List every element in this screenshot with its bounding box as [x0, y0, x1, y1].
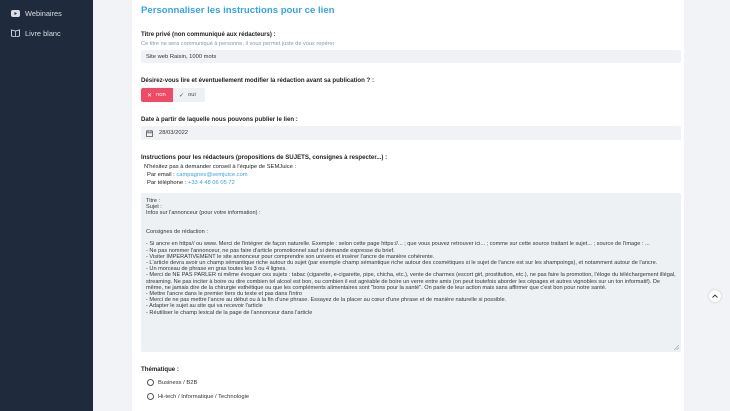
instruction-line: - Si ancre en https// ou www. Merci de l'intégrer de façon naturelle. Exemple : selon cette page https://... ; que vous pouvez retrouver ici... ; comme sur cette source traitant le sujet... ; source de l'image : ...: [146, 241, 650, 248]
private-title-value: Site web Raisin, 1000 mots: [146, 53, 217, 60]
phone-label: Par téléphone :: [147, 180, 187, 186]
instruction-line: Consignes de rédaction :: [146, 228, 208, 235]
date-label: Date à partir de laquelle nous pouvons publier le lien :: [141, 116, 298, 123]
instructions-intro: N'hésitez pas à demander conseil à l'équipe de SEMJuice :: [144, 164, 297, 170]
instruction-line: Titre :: [146, 198, 161, 204]
phone-link[interactable]: +33 4 48 06 05 72: [187, 180, 235, 186]
instruction-line: - Adapter le sujet au site qui va recevoir l'article: [146, 303, 263, 310]
email-link[interactable]: campagnes@semjuice.com: [176, 172, 248, 178]
review-label: Désirez-vous lire et éventuellement modifier la rédaction avant sa publication ? :: [141, 77, 374, 84]
instruction-line: - L'article devra avoir un champ sémantique riche autour du sujet (par exemple champ sémantique riche autour des cosmétiques si le sujet de l'ancre est sur les shampoings), et notamment autour de l'ancre.: [146, 259, 658, 266]
thematique-option-label: Hi-tech / Informatique / Technologie: [158, 393, 250, 400]
instruction-line: - Ne pas nommer l'annonceur, ne pas faire d'article promotionnel sauf si demande expresse du brief.: [146, 247, 395, 254]
review-toggle: [141, 88, 205, 102]
instruction-line: Sujet :: [146, 204, 162, 211]
sidebar-item-label: Webinaires: [25, 8, 62, 18]
review-yes-button[interactable]: [173, 88, 205, 102]
instructions-textarea[interactable]: [141, 193, 681, 352]
check-icon: ✓: [179, 92, 185, 99]
sidebar: [0, 0, 93, 411]
thematique-option-label: Business / B2B: [158, 379, 198, 386]
sidebar-item-livre-blanc[interactable]: [0, 23, 93, 43]
form-card: [132, 0, 684, 411]
main-content: [93, 0, 730, 411]
calendar-icon: [146, 130, 153, 137]
instruction-line: - Merci de ne pas mettre l'ancre au début ou à la fin d'une phrase. Essayez de la placer au cœur d'une phrase et de manière naturelle si possible.: [146, 297, 507, 304]
date-input[interactable]: [141, 126, 681, 140]
radio-button[interactable]: [147, 379, 154, 386]
radio-button[interactable]: [147, 393, 154, 400]
scroll-to-top-button[interactable]: [709, 290, 721, 302]
resize-handle-icon[interactable]: [674, 345, 679, 350]
private-title-label: Titre privé (non communiqué aux rédacteurs) :: [141, 31, 276, 38]
private-title-hint: Ce titre ne sera communiqué à personne, il vous permet juste de vous repérer: [141, 41, 335, 47]
book-icon: [11, 29, 20, 37]
thematique-label: Thématique :: [141, 366, 179, 373]
instruction-line: Infos sur l'annonceur (pour votre information) :: [146, 210, 261, 217]
instructions-label: Instructions pour les rédacteurs (propositions de SUJETS, consignes à respecter...) :: [141, 154, 388, 161]
instruction-line: - Mettre l'ancre dans le premier tiers du texte et pas dans l'intro: [146, 291, 303, 297]
youtube-icon: [11, 9, 20, 17]
thematique-option[interactable]: [147, 379, 197, 386]
review-no-label: non: [156, 92, 166, 98]
instruction-line: - Visiter IMPERATIVEMENT le site annonceur pour comprendre son univers et insérer l'ancre de manière cohérente.: [146, 253, 435, 260]
sidebar-item-webinaires[interactable]: [0, 3, 93, 23]
review-yes-label: oui: [188, 92, 196, 98]
phone-line: [147, 180, 235, 186]
page-title: Personnaliser les instructions pour ce lien: [141, 5, 335, 16]
email-label: Par email :: [147, 172, 175, 178]
date-value: 28/03/2022: [159, 130, 189, 136]
sidebar-item-label: Livre blanc: [25, 28, 61, 38]
private-title-input[interactable]: [141, 50, 681, 63]
instruction-line: - Merci de NE PAS PARLER ni même évoquer ces sujets : tabac (cigarette, e-cigarette, pipe, chicha, etc.), vente de charmes (escort girl, prostitution, etc.), ne pas faire la promotion, l'éloge du téléchargement illégal, streaming. Ne pas inciter à boire ou dire combien tel alcool est bon, ou combien il est agréable de boire un verre entre amis (on peut toutefois aborder les cépages et autres vignobles sur un ton informatif). De même, ne jamais dire de la chirurgie esthétique ou que les compléments alimentaires sont "bons pour la santé". On parle de leur action mais sans affirmer que c'est bon pour notre santé.: [146, 272, 676, 291]
chevron-up-icon: [712, 294, 718, 298]
email-line: [147, 172, 248, 178]
close-icon: ✕: [147, 92, 153, 99]
review-no-button[interactable]: [141, 88, 173, 102]
instruction-line: - Un morceau de phrase en gras toutes les 3 ou 4 lignes.: [146, 266, 287, 273]
instruction-line: - Réutiliser le champ lexical de la page de l'annonceur dans l'article: [146, 309, 313, 316]
thematique-option[interactable]: [147, 393, 249, 400]
